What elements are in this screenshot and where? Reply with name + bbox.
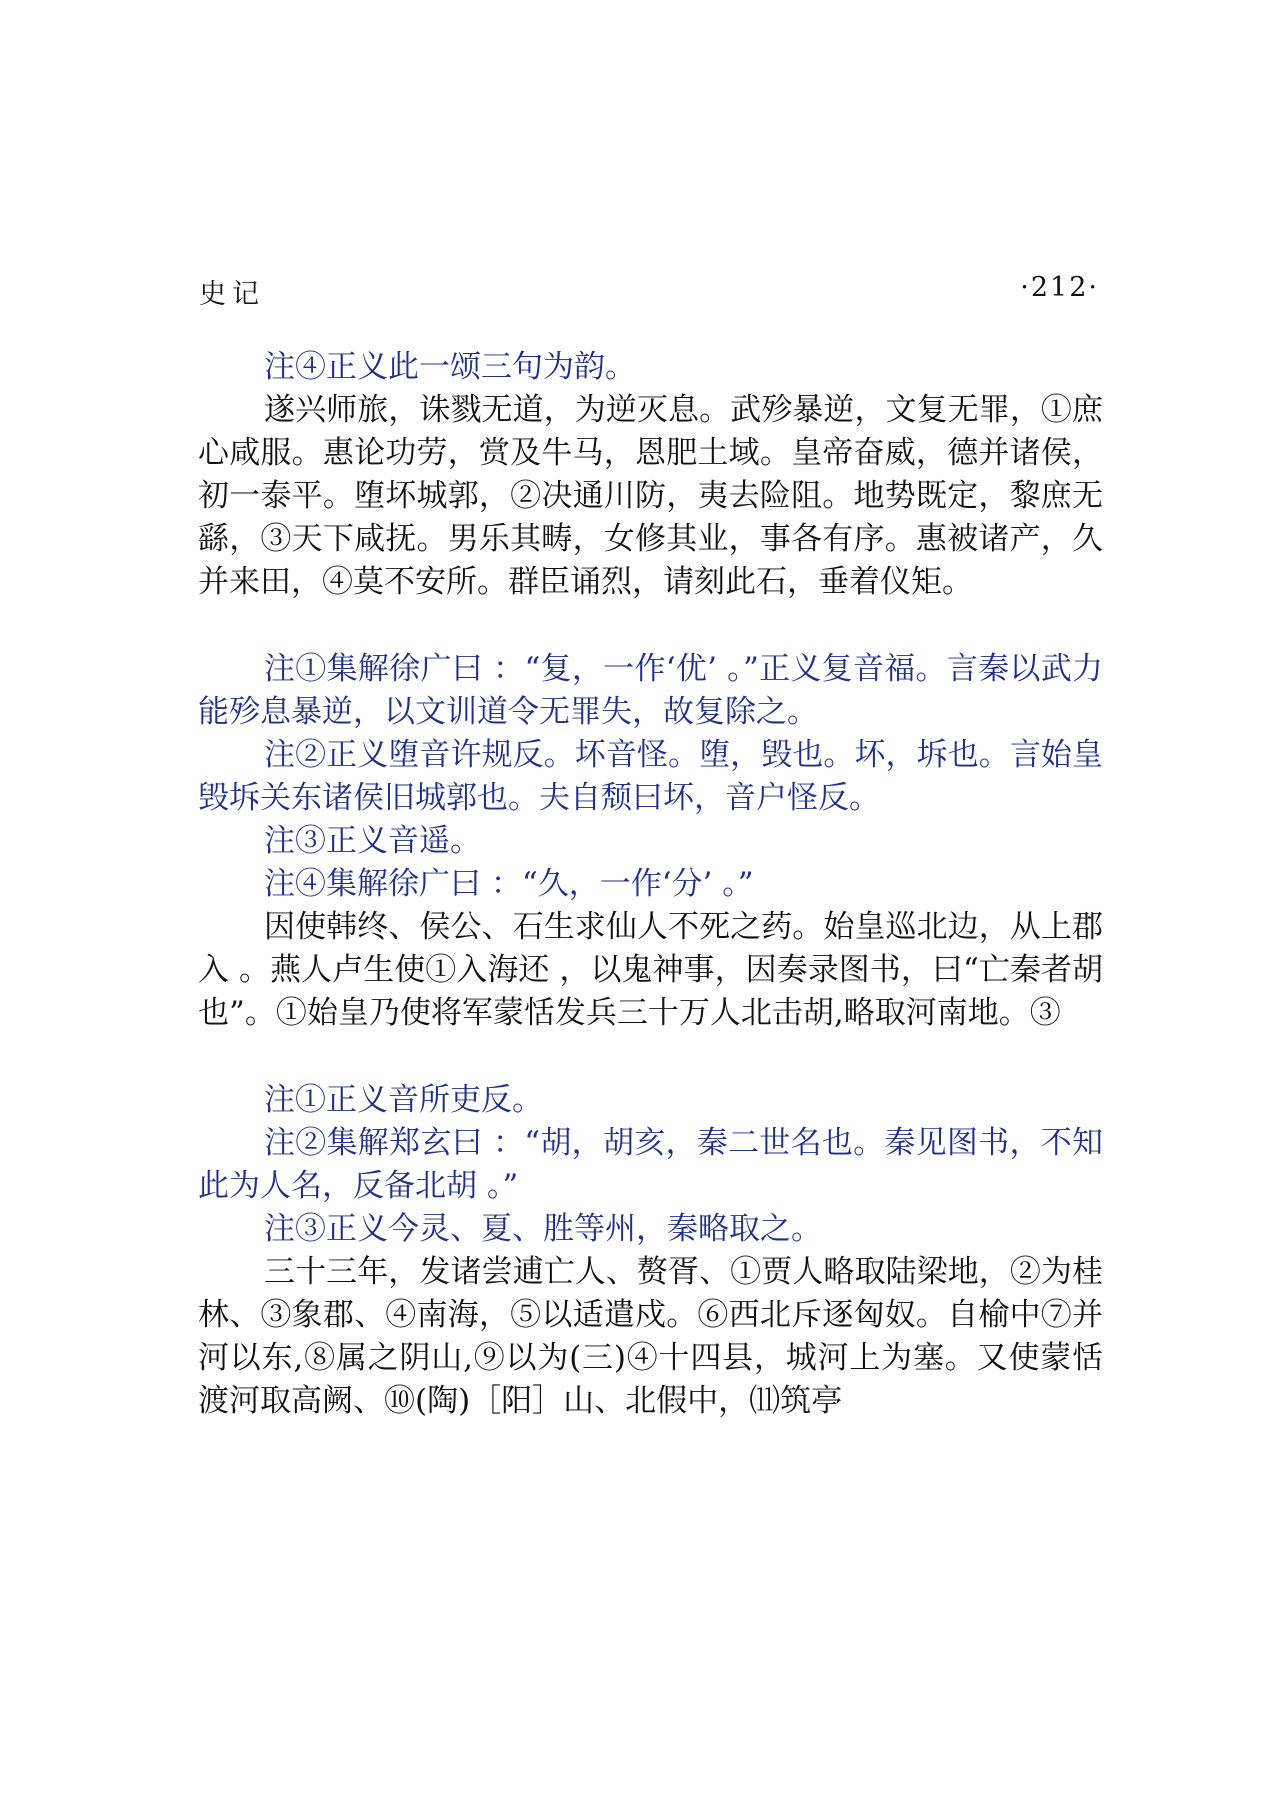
page-body <box>198 346 1103 1423</box>
paragraph-gap <box>198 1035 1103 1079</box>
annotation-paragraph: 注①集解徐广曰 ：“复，一作‘优’ 。”正义复音福。言秦以武力能殄息暴逆，以文训道令无罪失，故复除之。 <box>198 651 1103 730</box>
annotation-paragraph: 注④正义此一颂三句为韵。 <box>264 349 636 385</box>
annotation-paragraph: 注①正义音所吏反。 <box>264 1082 543 1118</box>
page-number: ·212· <box>1020 272 1099 303</box>
paragraph-gap <box>198 604 1103 648</box>
annotation-paragraph: 注②正义堕音许规反。坏音怪。堕，毁也。坏，坼也。言始皇毁坼关东诸侯旧城郭也。夫自颓曰坏，音户怪反。 <box>198 737 1103 816</box>
book-title: 史记 <box>199 279 265 310</box>
annotation-paragraph: 注③正义今灵、夏、胜等州，秦略取之。 <box>264 1211 822 1247</box>
text-paragraph: 遂兴师旅，诛戮无道，为逆灭息。武殄暴逆，文复无罪，①庶心咸服。惠论功劳，赏及牛马，恩肥土域。皇帝奋威，德并诸侯，初一泰平。堕坏城郭，②决通川防，夷去险阻。地势既定，黎庶无繇，③天下咸抚。男乐其畴，女修其业，事各有序。惠被诸产，久并来田，④莫不安所。群臣诵烈，请刻此石，垂着仪矩。 <box>198 392 1103 600</box>
annotation-paragraph: 注②集解郑玄曰 ：“胡，胡亥，秦二世名也。秦见图书，不知此为人名，反备北胡 。” <box>198 1125 1103 1204</box>
page-header <box>199 272 1099 312</box>
text-paragraph: 三十三年，发诸尝逋亡人、赘胥、①贾人略取陆梁地，②为桂林、③象郡、④南海，⑤以适遣戍。⑥西北斥逐匈奴。自榆中⑦并河以东,⑧属之阴山,⑨以为(三)④十四县，城河上为塞。又使蒙恬渡河取高阙、⑩(陶)［阳］山、北假中，⑾筑亭 <box>198 1254 1103 1419</box>
text-paragraph: 因使韩终、侯公、石生求仙人不死之药。始皇巡北边，从上郡入 。燕人卢生使①入海还 ，以鬼神事，因奏录图书，曰“亡秦者胡也”。①始皇乃使将军蒙恬发兵三十万人北击胡,略取河南地。③ <box>198 909 1103 1031</box>
annotation-paragraph: 注③正义音遥。 <box>264 823 481 859</box>
annotation-paragraph: 注④集解徐广曰 ：“久，一作‘分’ 。” <box>264 866 754 902</box>
